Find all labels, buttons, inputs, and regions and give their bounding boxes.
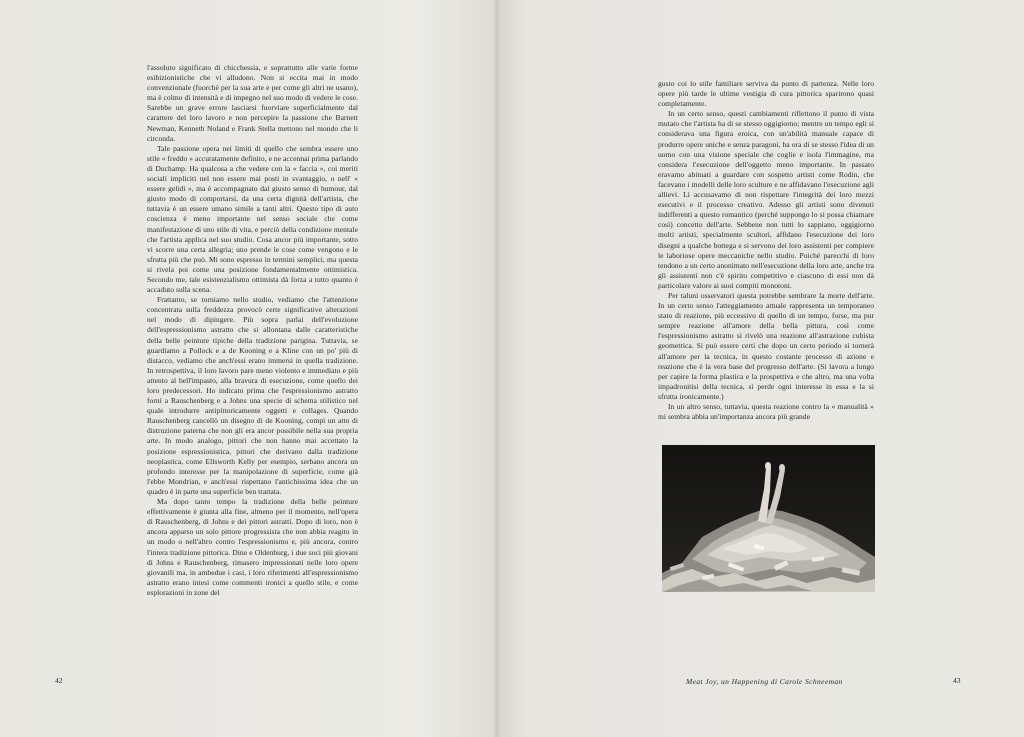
left-text-column xyxy=(147,63,358,598)
book-gutter xyxy=(494,0,500,737)
paragraph: Tale passione opera nei limiti di quello che sembra essere uno stile « freddo » accuratamente definito, e ne accennai prima parlando di Duchamp. Ha qualcosa a che vedere con la « faccia », coi meriti sociali impliciti nel non essere mai posti in svantaggio, o nell' « essere gelidi », ma è accompagnato dal giusto senso di humour, dal giusto modo di comportarsi, da una certa dignità dell'artista, che tuttavia è un essere umano simile a tanti altri. Questo tipo di auto coscienza è meno importante nel senso sociale che come manifestazione di uno stile di vita, e perciò della condizione mentale che l'artista applica nel suo studio. Cosa ancor più importante, sotto vi scorre una certa allegria; uno prende le cose come vengono e le sfrutta più che può. Mi sono espresso in termini semplici, ma questa si rivela poi come una posizione fondamentalmente ottimistica. Secondo me, tale esistenzialismo ottimista dà forza a tutto quanto è accaduto sulla scena. xyxy=(147,143,358,295)
paragraph: In un altro senso, tuttavia, questa reazione contro la « manualità » mi sembra abbia un'importanza ancora più grande xyxy=(658,402,874,422)
right-text-column xyxy=(658,79,874,422)
photo-caption xyxy=(686,677,886,686)
left-page xyxy=(0,0,497,737)
paragraph: Per taluni osservatori questa potrebbe sembrare la morte dell'arte. In un certo senso l'atteggiamento attuale rappresenta un temporaneo stato di reazione, più eccessivo di quello di un tempo, forse, ma pur sempre reazione all'amore della bella pittura, così come l'espressionismo astratto si rivelò una reazione all'astrazione cubista geometrica. Si può essere certi che dopo un certo periodo si tornerà all'amore per la tecnica, in questo costante processo di azione e reazione che è la vera base del progresso dell'arte. (Si lavora a lungo per capire la forma plastica e la prospettiva e che altro, ma una volta impadronitisi della tecnica, si perde ogni interesse in essa e la si sfrutta ironicamente.) xyxy=(658,290,874,401)
photo-image xyxy=(662,445,875,592)
page-number-right: 43 xyxy=(953,676,961,685)
paragraph: l'assoluto significato di chicchessia, e soprattutto alle varie forme esibizionistiche che vi alludono. Non si eccita mai in modo convenzionale (fuorché per la sua arte e per come gli altri ne usano), ma è colmo di intensità e di impegno nel suo modo di vedere le cose. Sarebbe un grave errore lasciarsi fuorviare superficialmente dal carattere del loro lavoro e non percepire la passione che Barnett Newman, Kenneth Noland e Frank Stella mettono nel mondo che li circonda. xyxy=(147,63,358,143)
paragraph: Ma dopo tanto tempo la tradizione della belle peinture effettivamente è giunta alla fine, almeno per il momento, nell'opera di Rauschenberg, di Johns e dei pittori astratti. Dopo di loro, non è ancora apparso un solo pittore progressista che non abbia reagito in un modo o nell'altro contro l'espressionismo e, più ancora, contro l'intera tradizione pittorica. Dine e Oldenburg, i due soci più giovani di Johns e Rauschenberg, rimasero impressionati nelle loro opere giovanili ma, in ambedue i casi, i loro riferimenti all'espressionismo astratto erano intesi come commenti ironici a quello stile, e come esplorazioni in zone del xyxy=(147,497,358,597)
happening-photograph xyxy=(662,445,875,592)
page-number-left: 42 xyxy=(55,676,63,685)
paragraph: gusto coi lo stile familiare serviva da punto di partenza. Nelle loro opere più tarde le ultime vestigia di cura pittorica sparirono quasi completamente. xyxy=(658,79,874,109)
paragraph: Frattanto, se torniamo nello studio, vediamo che l'attenzione concentrata sulla freddezza provocò certe significative alterazioni nel modo di dipingere. Più sopra parlai dell'evoluzione dell'espressionismo astratto che si allontana dalle caratteristiche della belle peinture tipiche della tradizione parigina. Tuttavia, se guardiamo a Pollock e a de Kooning e a Kline con un po' più di distacco, vediamo che anch'essi erano immersi in quella tradizione. In retrospettiva, il loro lavoro pare meno violento e immediato e più attento al bell'impasto, alla bravura di esecuzione, come quello dei loro predecessori. Ho indicato prima che l'espressionismo astratto fornì a Rauschenberg e a Johns una specie di schema stilistico nel quale introdurre antipittoricamente oggetti e collages. Quando Rauschenberg cancellò un disegno di de Kooning, compì un atto di distruzione paterna che non gli era ancor possibile nella sua propria arte. In modo analogo, pittori che non hanno mai accettato la posizione espressionistica, pittori che derivano dalla tradizione neoplastica, come Ellsworth Kelly per esempio, serbano ancora un profondo interesse per la manipolazione di superficie, come già l'ebbe Mondrian, e anch'essi rispettano l'antichissima idea che un quadro è in parte una superficie ben trattata. xyxy=(147,295,358,496)
caption-text: Meat Joy, un Happening di Carole Schneeman xyxy=(686,677,843,686)
paragraph: In un certo senso, questi cambiamenti riflettono il punto di vista mutato che l'artista ha di se stesso oggigiorno; mentre un tempo egli si considerava una figura eroica, con un'abilità manuale capace di produrre opere uniche e senza paragoni, ha ora di se stesso l'idea di un uomo con una visione speciale che coglie e isola l'immagine, ma considera l'esecuzione dell'oggetto meno importante. In passato eravamo abituati a guardare con sospetto artisti come Rodin, che facevano i modelli delle loro sculture e ne affidavano l'esecuzione agli allievi. Li accusavamo di non rispettare l'integrità dei loro mezzi esecutivi e il processo creativo. Adesso gli artisti sono divenuti indifferenti a questo romantico (perché suppongo lo si possa chiamare così) concetto dell'arte. Sebbene non tutti lo sappiano, oggigiorno molti artisti, specialmente scultori, affidano l'esecuzione dei loro disegni a qualche bottega e si servono dei loro assistenti per compiere le laboriose opere meccaniche nello studio. Poiché parecchi di loro tendono a un certo anonimato nell'esecuzione della loro arte, anche tra gli assistenti non c'è spirito competitivo e ciascuno di essi non dà particolare valore ai suoi compiti monotoni. xyxy=(658,109,874,290)
